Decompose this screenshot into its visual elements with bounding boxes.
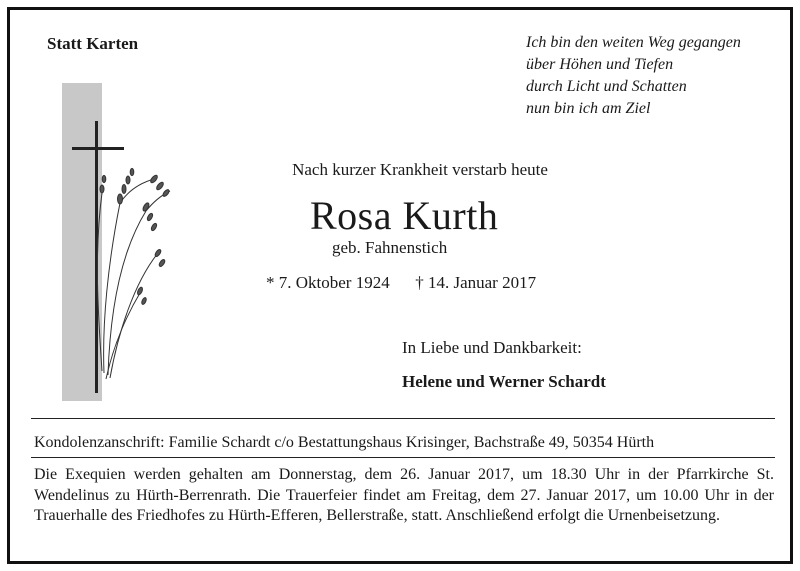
mourners-names: Helene und Werner Schardt xyxy=(402,372,606,391)
poem-line: durch Licht und Schatten xyxy=(526,78,687,95)
cross-with-grain-stalks-illustration xyxy=(58,83,178,401)
life-dates xyxy=(266,273,536,293)
divider xyxy=(31,457,775,458)
death-date: † 14. Januar 2017 xyxy=(415,273,537,292)
statt-karten-label: Statt Karten xyxy=(47,34,139,53)
service-details: Die Exequien werden gehalten am Donnerstag, dem 26. Januar 2017, um 18.30 Uhr in der Pfarrkirche St. Wendelinus zu Hürth-Berrenrath. Die Trauerfeier findet am Freitag, dem 27. Januar 2017, um 10.00 Uhr in der Trauerhalle des Friedhofes zu Hürth-Efferen, Bellerstraße, statt. Anschließend erfolgt die Urnenbeisetzung. xyxy=(34,466,774,524)
intro-line: Nach kurzer Krankheit verstarb heute xyxy=(292,160,548,179)
deceased-name: Rosa Kurth xyxy=(310,193,499,238)
mourning-phrase: In Liebe und Dankbarkeit: xyxy=(402,338,582,357)
poem-line: Ich bin den weiten Weg gegangen xyxy=(526,34,741,51)
divider xyxy=(31,418,775,419)
poem-line: nun bin ich am Ziel xyxy=(526,100,651,117)
maiden-name: geb. Fahnenstich xyxy=(332,238,448,257)
obituary-card xyxy=(7,7,793,564)
poem-line: über Höhen und Tiefen xyxy=(526,56,674,73)
birth-date: * 7. Oktober 1924 xyxy=(266,273,390,292)
condolence-address: Kondolenzanschrift: Familie Schardt c/o Bestattungshaus Krisinger, Bachstraße 49, 50354 Hürth xyxy=(34,434,655,451)
poem xyxy=(526,32,788,120)
